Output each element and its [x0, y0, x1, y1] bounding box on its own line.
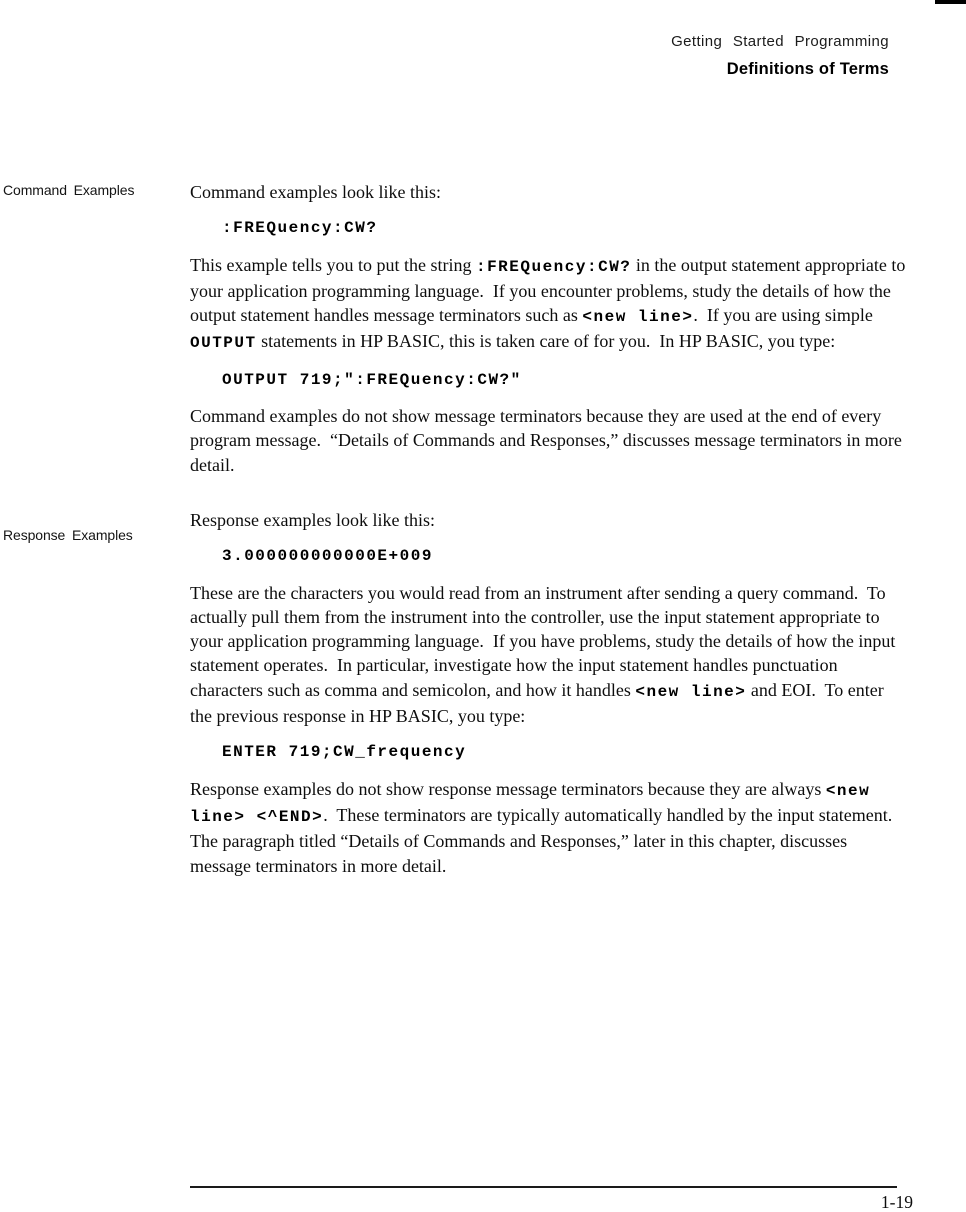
paragraph	[190, 180, 906, 204]
text-run: Response examples look like this:	[190, 509, 435, 530]
header-section-title: Definitions of Terms	[726, 60, 889, 78]
code-line	[190, 740, 906, 764]
page-number: 1-19	[880, 1192, 913, 1212]
inline-code: OUTPUT	[190, 334, 257, 353]
text-run: These are the characters you would read from an instrument after sending a query command. To actually pull them from the instrument into the controller, use the input statement appropriate to your application programming language. If you have problems, study the details of how the input statement operates. In particular, investigate how the input statement handles punctuation characters such as comma and semicolon, and how it handles	[190, 582, 900, 700]
text-run: statements in HP BASIC, this is taken care of for you. In HP BASIC, you type:	[256, 331, 836, 352]
text-run: This example tells you to put the string	[190, 254, 476, 275]
scan-edge-mark	[935, 0, 966, 4]
paragraph	[190, 777, 906, 878]
text-run: . If you are using simple	[693, 305, 878, 326]
text-run: and EOI. To enter the previous response in HP BASIC, you type:	[190, 679, 889, 727]
inline-code: <new line> <^END>	[190, 781, 882, 826]
inline-code: OUTPUT 719;":FREQuency:CW?"	[222, 370, 522, 389]
text-run: Response examples do not show response message terminators because they are always	[190, 778, 826, 799]
paragraph	[190, 581, 906, 729]
inline-code: <new line>	[582, 308, 694, 327]
code-line	[190, 368, 906, 392]
inline-code: :FREQuency:CW?	[222, 219, 378, 238]
paragraph	[190, 253, 910, 356]
text-run: . These terminators are typically automatically handled by the input statement. The paragraph titled “Details of Commands and Responses,” later in this chapter, discusses message terminators in more detail.	[190, 804, 901, 876]
margin-label-command-examples: Command Examples	[3, 182, 135, 198]
content-column	[190, 180, 910, 878]
text-run: Command examples look like this:	[190, 182, 441, 202]
footer-rule	[190, 1186, 897, 1188]
code-line	[190, 216, 906, 240]
code-line	[190, 544, 906, 568]
margin-label-response-examples: Response Examples	[3, 527, 133, 543]
inline-code: ENTER 719;CW_frequency	[222, 743, 467, 762]
paragraph	[190, 508, 906, 532]
inline-code: <new line>	[635, 682, 747, 701]
inline-code: :FREQuency:CW?	[475, 257, 632, 276]
text-run: Command examples do not show message terminators because they are used at the end of every program message. “Details of Commands and Responses,” discusses message terminators in more detail.	[190, 406, 907, 475]
inline-code: 3.000000000000E+009	[222, 547, 433, 566]
text-run: in the output statement appropriate to your application programming language. If you encounter problems, study the details of how the output statement handles message terminators such as	[190, 254, 910, 326]
header-breadcrumb: Getting Started Programming	[671, 33, 889, 50]
paragraph	[190, 404, 906, 477]
